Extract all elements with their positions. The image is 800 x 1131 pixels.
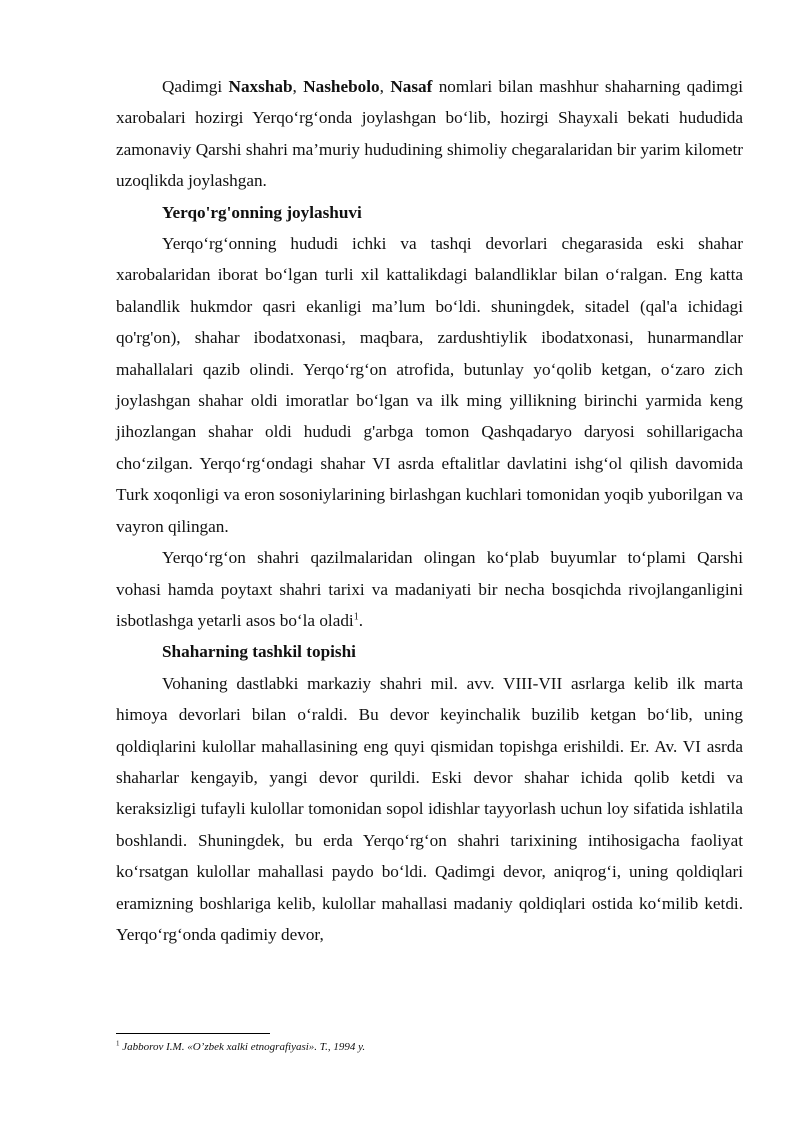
- section-heading-location: Yerqo'rg'onning joylashuvi: [162, 202, 362, 222]
- separator: ,: [292, 77, 304, 96]
- term-naxshab: Naxshab: [228, 77, 293, 96]
- paragraph-text: Yerqo‘rg‘on shahri qazilmalaridan olingan ko‘plab buyumlar to‘plami Qarshi vohasi hamda poytaxt shahri tarixi va madaniyati bir necha bosqichda rivojlanganligini isbotlashga yetarli asos bo‘la oladi: [116, 548, 743, 630]
- location-paragraph-2: [116, 542, 743, 636]
- separator: ,: [379, 77, 391, 96]
- intro-paragraph: [116, 71, 743, 197]
- page-body: [116, 71, 743, 950]
- footnote-marker: 1: [116, 1039, 120, 1048]
- founding-paragraph-1: Vohaning dastlabki markaziy shahri mil. avv. VIII-VII asrlarga kelib ilk marta himoya devorlari bilan o‘raldi. Bu devor keyinchalik buzilib ketgan bo‘lib, uning qoldiqlarini kulollar mahallasining eng quyi qismidan topishga erishildi. Er. Av. VI asrda shaharlar kengayib, yangi devor qurildi. Eski devor shahar ichida qolib ketdi va keraksizligi tufayli kulollar tomonidan sopol idishlar tayyorlash uchun loy sifatida ishlatila boshlandi. Shuningdek, bu erda Yerqo‘rg‘on shahri tarixining intihosigacha faoliyat ko‘rsatgan kulollar mahallasi paydo bo‘ldi. Qadimgi devor, aniqrog‘i, uning qoldiqlari eramizning boshlariga kelib, kulollar mahallasi madaniy qoldiqlari ostida ko‘milib ketdi. Yerqo‘rg‘onda qadimiy devor,: [116, 673, 743, 944]
- paragraph-end: .: [358, 610, 364, 630]
- section-heading-founding: Shaharning tashkil topishi: [162, 642, 356, 662]
- footnote: [116, 1040, 743, 1054]
- location-paragraph-1: Yerqo‘rg‘onning hududi ichki va tashqi devorlari chegarasida eski shahar xarobalaridan iborat bo‘lgan turli xil kattalikdagi balandliklar bilan o‘ralgan. Eng katta balandlik hukmdor qasri ekanligi ma’lum bo‘ldi. shuningdek, sitadel (qal'a ichidagi qo'rg'on), shahar ibodatxonasi, maqbara, zardushtiylik ibodatxonasi, hunarmandlar mahallalari qazib olindi. Yerqo‘rg‘on atrofida, butunlay yo‘qolib ketgan, o‘zaro zich joylashgan shahar oldi imoratlar bo‘lgan va ilk ming yillikning birinchi yarmida keng jihozlangan shahar oldi hududi g'arbga tomon Qashqadaryo daryosi sohillarigacha cho‘zilgan. Yerqo‘rg‘ondagi shahar VI asrda eftalitlar davlatini ishg‘ol qilish davomida Turk xoqonligi va eron sosoniylarining birlashgan kuchlari tomonidan yoqib yuborilgan va vayron qilingan.: [116, 234, 743, 536]
- footnote-text: Jabborov I.M. «O’zbek xalki etnografiyasi». T., 1994 y.: [119, 1041, 366, 1053]
- footnote-ref[interactable]: 1: [353, 611, 359, 623]
- intro-text-start: Qadimgi: [162, 77, 229, 96]
- intro-text-rest: nomlari bilan mashhur shaharning qadimgi xarobalari hozirgi Yerqo‘rg‘onda joylashgan bo‘lib, hozirgi Shayxali bekati hududida zamonaviy Qarshi shahri ma’muriy hududining shimoliy chegaralaridan bir yarim kilometr uzoqlikda joylashgan.: [116, 77, 744, 191]
- term-nashebolo: Nashebolo: [303, 77, 380, 96]
- footnote-separator: [116, 1033, 270, 1034]
- term-nasaf: Nasaf: [390, 77, 433, 96]
